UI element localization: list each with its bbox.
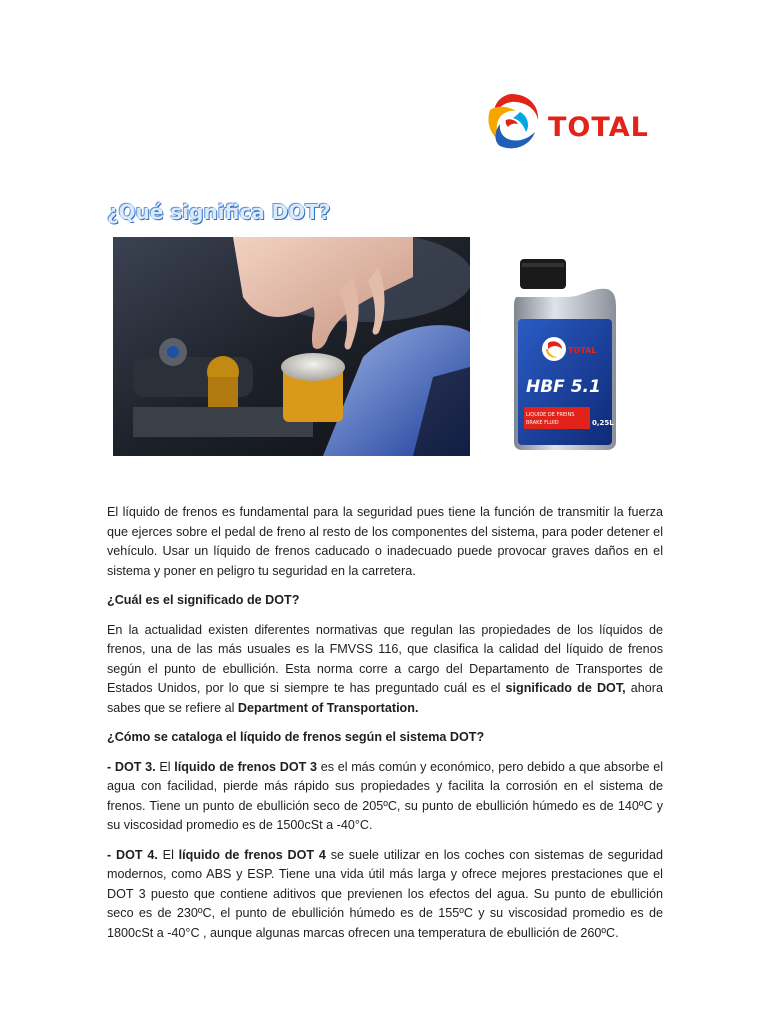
bottle-label-line2: BRAKE FLUID — [526, 420, 559, 426]
dot4-text: se suele utilizar en los coches con sistemas de seguridad modernos, como ABS y ESP. Tiene una vida útil más larga y ofrece mejores prestaciones que el DOT 3 puesto que contiene aditivos que previenen los efectos del agua. Su punto de ebullición seco es de 230ºC, el punto de ebullición húmedo es de 155ºC y su viscosidad promedio es de 1800cSt a -40°C , aunque algunas marcas ofrecen una temperatura de ebullición de 260ºC. — [107, 847, 663, 940]
dot3-paragraph — [107, 758, 663, 836]
intro-paragraph: El líquido de frenos es fundamental para la seguridad pues tiene la función de transmitir la fuerza que ejerces sobre el pedal de freno al resto de los componentes del sistema, para poder detener el vehículo. Usar un líquido de frenos caducado o inadecuado puede provocar graves daños en el sistema y poner en peligro tu seguridad en la carretera. — [107, 505, 663, 578]
dot4-label: - DOT 4. — [107, 847, 158, 862]
bottle-product-text: HBF 5.1 — [526, 377, 601, 397]
meaning-bold-dot: significado de DOT, — [505, 681, 626, 695]
bottle-brand-text: TOTAL — [568, 346, 597, 355]
meaning-paragraph — [107, 621, 663, 719]
dot4-paragraph — [107, 846, 663, 944]
total-logo — [480, 90, 670, 160]
motorcycle-brake-reservoir-photo — [113, 237, 470, 456]
article-body — [107, 503, 663, 953]
bottle-volume: 0,25L — [592, 419, 614, 427]
brake-fluid-bottle-image — [512, 257, 617, 450]
brand-name: TOTAL — [548, 112, 649, 143]
bottle-label-line1: LIQUIDE DE FREINS — [526, 412, 575, 418]
meaning-text-start: En la actualidad existen diferentes normativas que regulan las propiedades de los líquidos de frenos, una de las más usuales es la FMVSS 116, que clasifica la calidad del líquido de frenos según el punto de ebullición. Esta norma corre a cargo del Departamento de Transportes de Estados Unidos, por lo que si siempre te has preguntado cuál es el — [107, 622, 663, 695]
total-emblem-icon — [480, 90, 542, 152]
meaning-text-middle: ahora sabes que se refiere al — [107, 681, 663, 715]
dot3-text: es el más común y económico, pero debido a que absorbe el agua con facilidad, pierde más rápido sus propiedades y facilita la corrosión en el sistema de frenos. Tiene un punto de ebullición seco de 205ºC, su punto de ebullición húmedo es de 140ºC y su viscosidad promedio es de 1500cSt a -40°C. — [107, 759, 664, 832]
page-title: ¿Qué significa DOT? — [107, 200, 331, 224]
dot3-pre: El — [155, 759, 175, 774]
dot3-bold: líquido de frenos DOT 3 — [174, 759, 318, 774]
meaning-bold-department: Department of Transportation. — [237, 700, 419, 715]
section-heading-classification: ¿Cómo se cataloga el líquido de frenos según el sistema DOT? — [107, 730, 485, 744]
section-heading-meaning: ¿Cuál es el significado de DOT? — [107, 593, 300, 607]
dot4-pre: El — [157, 847, 179, 862]
dot4-bold: líquido de frenos DOT 4 — [178, 847, 326, 862]
dot3-label: - DOT 3. — [107, 759, 156, 774]
